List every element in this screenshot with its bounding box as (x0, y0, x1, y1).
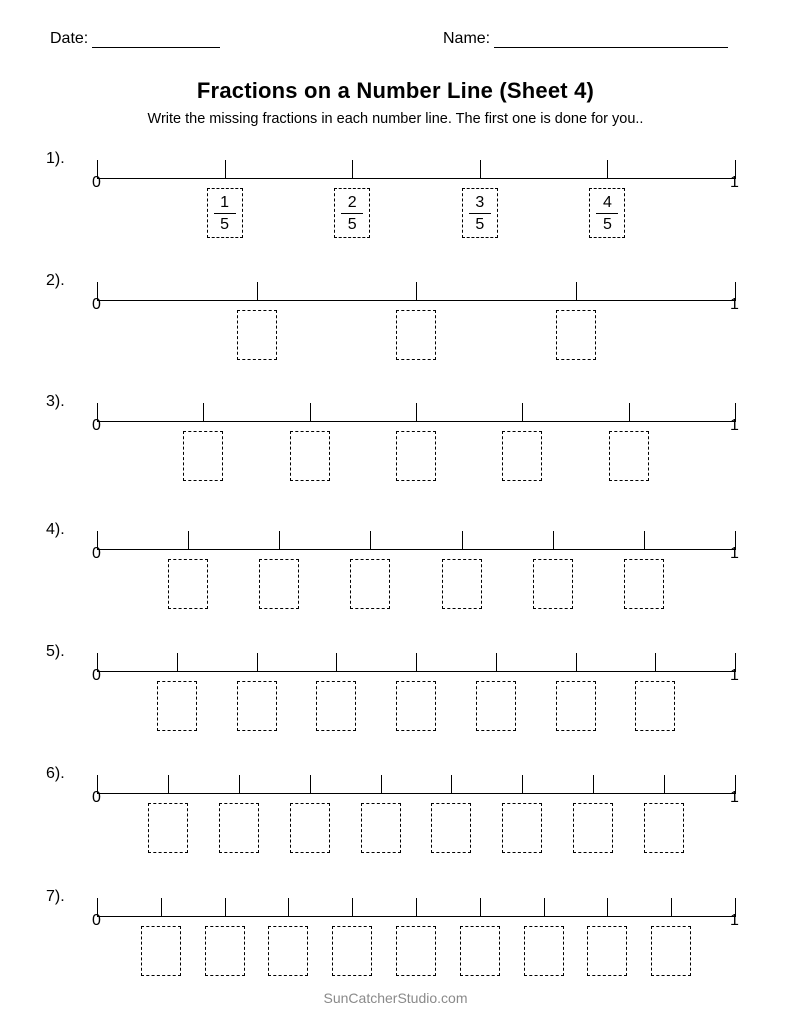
number-line-tick (576, 653, 577, 672)
fraction-answer-box[interactable] (361, 803, 401, 853)
number-line-tick (288, 898, 289, 917)
name-label: Name: (443, 30, 491, 47)
number-line-tick (188, 531, 189, 550)
fraction-answer-box[interactable] (533, 559, 573, 609)
fraction-answer-box[interactable] (651, 926, 691, 976)
fraction-answer-box[interactable] (502, 803, 542, 853)
page-instructions: Write the missing fractions in each number line. The first one is done for you.. (147, 111, 644, 127)
meta-row (0, 30, 791, 58)
number-line-tick (203, 403, 204, 422)
fraction-answer-box[interactable] (442, 559, 482, 609)
number-line-tick (257, 653, 258, 672)
number-line-axis (97, 178, 735, 179)
fraction-bar (214, 213, 236, 214)
fraction-answer-box[interactable] (290, 803, 330, 853)
number-line (97, 653, 735, 683)
fraction-answer-box[interactable] (237, 310, 277, 360)
fraction-example-box[interactable] (589, 188, 625, 238)
fraction-answer-box[interactable] (332, 926, 372, 976)
number-line-tick (644, 531, 645, 550)
fraction-answer-box[interactable] (396, 681, 436, 731)
fraction-example-box[interactable] (462, 188, 498, 238)
number-line-tick (480, 160, 481, 179)
axis-start-label: 0 (92, 789, 101, 806)
date-write-line[interactable] (92, 32, 220, 48)
number-line-tick (310, 775, 311, 794)
problem-row (0, 150, 791, 270)
fraction-answer-box[interactable] (157, 681, 197, 731)
number-line-tick (593, 775, 594, 794)
problem-number: 1). (46, 150, 65, 167)
number-line-tick (225, 160, 226, 179)
number-line (97, 403, 735, 433)
number-line-tick (462, 531, 463, 550)
axis-start-label: 0 (92, 174, 101, 191)
fraction-answer-box[interactable] (524, 926, 564, 976)
fraction-denominator: 5 (220, 215, 230, 233)
footer-credit: SunCatcherStudio.com (323, 990, 468, 1006)
name-write-line[interactable] (494, 32, 728, 48)
fraction-answer-box[interactable] (141, 926, 181, 976)
fraction-answer-box[interactable] (183, 431, 223, 481)
problem-number: 7). (46, 888, 65, 905)
fraction-answer-box[interactable] (476, 681, 516, 731)
fraction-bar (596, 213, 618, 214)
fraction-answer-box[interactable] (431, 803, 471, 853)
axis-end-label: 1 (730, 667, 739, 684)
fraction (590, 189, 624, 237)
fraction-answer-box[interactable] (556, 310, 596, 360)
number-line-tick (381, 775, 382, 794)
number-line-tick (257, 282, 258, 301)
fraction-answer-box[interactable] (609, 431, 649, 481)
fraction-answer-box[interactable] (148, 803, 188, 853)
number-line-tick (279, 531, 280, 550)
problem-row (0, 272, 791, 392)
number-line-axis (97, 793, 735, 794)
number-line-tick (310, 403, 311, 422)
number-line-tick (576, 282, 577, 301)
problem-number: 5). (46, 643, 65, 660)
number-line-tick (225, 898, 226, 917)
fraction-denominator: 5 (602, 215, 612, 233)
fraction-answer-box[interactable] (316, 681, 356, 731)
axis-start-label: 0 (92, 417, 101, 434)
axis-end-label: 1 (730, 417, 739, 434)
problem-row (0, 765, 791, 885)
number-line-tick (370, 531, 371, 550)
fraction-denominator: 5 (347, 215, 357, 233)
fraction-answer-box[interactable] (573, 803, 613, 853)
number-line-tick (629, 403, 630, 422)
axis-start-label: 0 (92, 545, 101, 562)
fraction (208, 189, 242, 237)
fraction-example-box[interactable] (207, 188, 243, 238)
fraction-answer-box[interactable] (290, 431, 330, 481)
fraction-answer-box[interactable] (396, 310, 436, 360)
number-line-tick (416, 403, 417, 422)
page-title: Fractions on a Number Line (Sheet 4) (196, 78, 595, 103)
number-line-tick (607, 898, 608, 917)
problem-row (0, 521, 791, 641)
number-line-tick (352, 160, 353, 179)
number-line-tick (416, 898, 417, 917)
problem-number: 4). (46, 521, 65, 538)
fraction-answer-box[interactable] (219, 803, 259, 853)
fraction-bar (341, 213, 363, 214)
number-line-axis (97, 549, 735, 550)
number-line-tick (671, 898, 672, 917)
date-field[interactable] (50, 30, 220, 48)
problem-number: 2). (46, 272, 65, 289)
number-line-tick (544, 898, 545, 917)
fraction-answer-box[interactable] (587, 926, 627, 976)
number-line-tick (480, 898, 481, 917)
fraction-answer-box[interactable] (624, 559, 664, 609)
number-line-tick (496, 653, 497, 672)
number-line (97, 160, 735, 190)
number-line-tick (168, 775, 169, 794)
problem-number: 6). (46, 765, 65, 782)
axis-start-label: 0 (92, 667, 101, 684)
number-line-tick (607, 160, 608, 179)
fraction-answer-box[interactable] (350, 559, 390, 609)
fraction-bar (469, 213, 491, 214)
fraction (335, 189, 369, 237)
number-line (97, 775, 735, 805)
number-line-tick (336, 653, 337, 672)
fraction-numerator: 4 (602, 193, 612, 211)
fraction-example-box[interactable] (334, 188, 370, 238)
fraction-answer-box[interactable] (205, 926, 245, 976)
axis-end-label: 1 (730, 174, 739, 191)
name-field[interactable] (443, 30, 728, 48)
axis-start-label: 0 (92, 296, 101, 313)
number-line-tick (451, 775, 452, 794)
number-line-tick (655, 653, 656, 672)
fraction-answer-box[interactable] (237, 681, 277, 731)
axis-end-label: 1 (730, 545, 739, 562)
fraction-answer-box[interactable] (644, 803, 684, 853)
number-line-tick (416, 282, 417, 301)
number-line-tick (553, 531, 554, 550)
fraction-numerator: 1 (220, 193, 230, 211)
fraction-answer-box[interactable] (460, 926, 500, 976)
number-line-tick (177, 653, 178, 672)
problem-number: 3). (46, 393, 65, 410)
number-line-tick (522, 403, 523, 422)
fraction-numerator: 3 (475, 193, 485, 211)
number-line-tick (352, 898, 353, 917)
number-line (97, 531, 735, 561)
date-label: Date: (50, 30, 89, 47)
problem-row (0, 643, 791, 763)
problem-row (0, 393, 791, 513)
fraction-answer-box[interactable] (502, 431, 542, 481)
axis-start-label: 0 (92, 912, 101, 929)
number-line (97, 282, 735, 312)
fraction-answer-box[interactable] (259, 559, 299, 609)
fraction-denominator: 5 (475, 215, 485, 233)
number-line-tick (239, 775, 240, 794)
number-line (97, 898, 735, 928)
fraction-answer-box[interactable] (635, 681, 675, 731)
fraction-answer-box[interactable] (168, 559, 208, 609)
fraction-answer-box[interactable] (396, 926, 436, 976)
fraction-answer-box[interactable] (396, 431, 436, 481)
fraction-answer-box[interactable] (556, 681, 596, 731)
number-line-tick (416, 653, 417, 672)
axis-end-label: 1 (730, 912, 739, 929)
number-line-tick (664, 775, 665, 794)
axis-end-label: 1 (730, 296, 739, 313)
fraction-numerator: 2 (347, 193, 357, 211)
fraction-answer-box[interactable] (268, 926, 308, 976)
number-line-tick (161, 898, 162, 917)
fraction (463, 189, 497, 237)
axis-end-label: 1 (730, 789, 739, 806)
number-line-tick (522, 775, 523, 794)
